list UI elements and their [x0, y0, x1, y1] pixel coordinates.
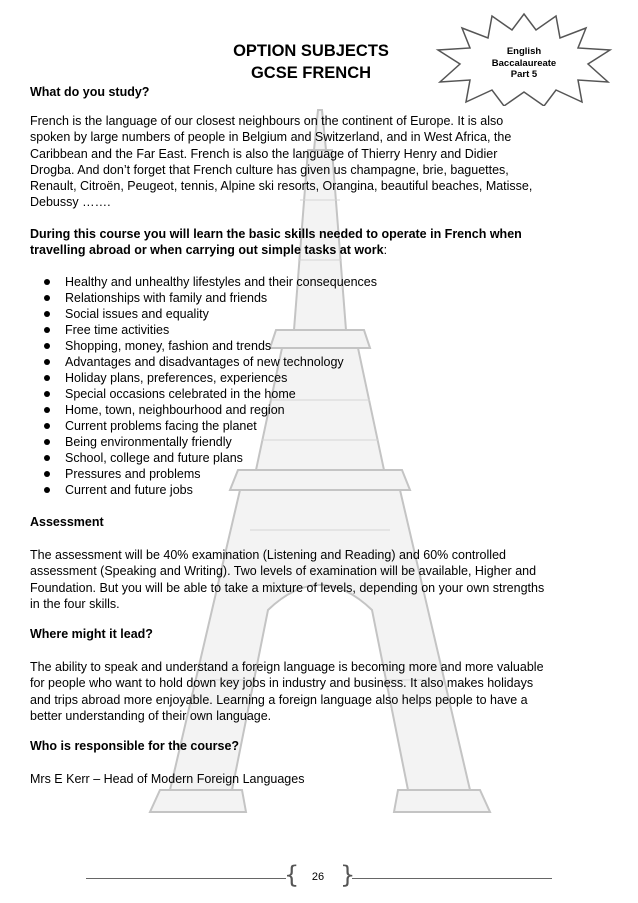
- skills-intro-line-2: travelling abroad or when carrying out simple tasks at work: [30, 243, 384, 258]
- list-item: Advantages and disadvantages of new technology: [30, 354, 377, 370]
- lead-line-1: The ability to speak and understand a foreign language is becoming more and more valuable: [30, 660, 544, 674]
- list-item: Healthy and unhealthy lifestyles and their consequences: [30, 274, 377, 290]
- lead-line-4: better understanding of their own language.: [30, 708, 272, 723]
- list-item: Relationships with family and friends: [30, 290, 377, 306]
- footer-rule-left: [86, 878, 286, 879]
- title-line-1: OPTION SUBJECTS: [233, 42, 389, 60]
- badge-text: [478, 46, 570, 81]
- list-item: Pressures and problems: [30, 466, 377, 482]
- footer-rule-right: [352, 878, 552, 879]
- list-item: Special occasions celebrated in the home: [30, 386, 377, 402]
- list-item: Current and future jobs: [30, 482, 377, 498]
- responsible-text: Mrs E Kerr – Head of Modern Foreign Languages: [30, 772, 305, 786]
- title-line-2: GCSE FRENCH: [250, 64, 372, 82]
- heading-who-is-responsible: Who is responsible for the course?: [30, 739, 240, 753]
- heading-what-do-you-study: What do you study?: [30, 85, 150, 99]
- badge-line-1: English: [506, 46, 542, 57]
- list-item: Being environmentally friendly: [30, 434, 377, 450]
- page-title: [196, 40, 426, 84]
- study-line-2: spoken by large numbers of people in Belgium and Switzerland, and in West Africa, the: [30, 130, 512, 145]
- page-number: 26: [311, 871, 325, 883]
- study-line-4: Drogba. And don’t forget that French culture has given us champagne, brie, baguettes,: [30, 162, 509, 177]
- badge-line-3: Part 5: [510, 69, 538, 80]
- right-brace-icon: }: [340, 861, 356, 889]
- heading-assessment: Assessment: [30, 515, 104, 529]
- list-item: Holiday plans, preferences, experiences: [30, 370, 377, 386]
- assessment-paragraph: [30, 547, 610, 612]
- skills-intro: [30, 226, 610, 259]
- topics-list: [30, 274, 377, 498]
- lead-paragraph: [30, 659, 610, 724]
- badge-line-2: Baccalaureate: [491, 57, 557, 69]
- list-item: Free time activities: [30, 322, 377, 338]
- assessment-line-1: The assessment will be 40% examination (Listening and Reading) and 60% controlled: [30, 548, 506, 562]
- assessment-line-3: Foundation. But you will be able to take a mixture of levels, depending on your own strengths: [30, 580, 545, 595]
- study-paragraph: [30, 113, 610, 211]
- list-item: Shopping, money, fashion and trends: [30, 338, 377, 354]
- skills-intro-colon: :: [383, 243, 388, 258]
- list-item: Home, town, neighbourhood and region: [30, 402, 377, 418]
- study-line-1: French is the language of our closest neighbours on the continent of Europe. It is also: [30, 114, 504, 128]
- assessment-line-4: in the four skills.: [30, 596, 120, 611]
- assessment-line-2: assessment (Speaking and Writing). Two levels of examination will be available, Higher and: [30, 564, 537, 579]
- lead-line-3: and trips abroad more enjoyable. Learning a foreign language also helps people to have a: [30, 692, 528, 707]
- list-item: Current problems facing the planet: [30, 418, 377, 434]
- study-line-5: Renault, Citroën, Peugeot, tennis, Alpine ski resorts, Orangina, beautiful beaches, Matisse,: [30, 179, 533, 194]
- skills-intro-line-1: During this course you will learn the basic skills needed to operate in French when: [30, 227, 522, 241]
- left-brace-icon: {: [284, 861, 300, 889]
- study-line-3: Caribbean and the Far East. French is also the language of Thierry Henry and Didier: [30, 146, 498, 161]
- list-item: Social issues and equality: [30, 306, 377, 322]
- heading-where-might-it-lead: Where might it lead?: [30, 627, 153, 641]
- study-line-6: Debussy …….: [30, 195, 111, 210]
- list-item: School, college and future plans: [30, 450, 377, 466]
- lead-line-2: for people who want to hold down key jobs in industry and business. It also makes holidays: [30, 676, 534, 691]
